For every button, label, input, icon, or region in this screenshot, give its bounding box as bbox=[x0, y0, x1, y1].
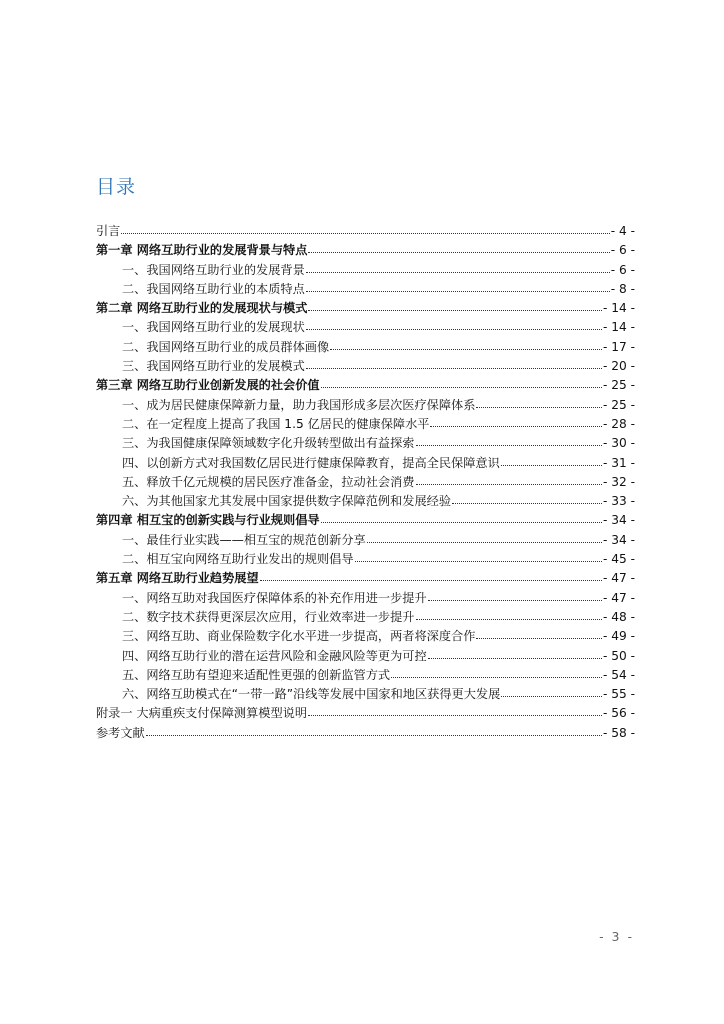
toc-entry-page: - 28 - bbox=[602, 416, 635, 431]
toc-section-entry[interactable] bbox=[96, 396, 635, 415]
toc-entry-page: - 25 - bbox=[602, 378, 635, 393]
toc-entry-page: - 32 - bbox=[602, 474, 635, 489]
toc-section-entry[interactable] bbox=[96, 589, 635, 608]
toc-entry-label: 第二章 网络互助行业的发展现状与模式 bbox=[96, 301, 308, 316]
dot-leader bbox=[428, 646, 602, 659]
toc-entry-label: 三、网络互助、商业保险数字化水平进一步提高，两者将深度合作 bbox=[122, 629, 476, 644]
toc-section-entry[interactable] bbox=[96, 608, 635, 627]
toc-section-entry[interactable] bbox=[96, 318, 635, 337]
dot-leader bbox=[355, 549, 602, 562]
toc-entry-page: - 45 - bbox=[602, 552, 635, 567]
toc-entry-label: 三、我国网络互助行业的发展模式 bbox=[122, 359, 305, 374]
toc-entry-page: - 49 - bbox=[602, 629, 635, 644]
toc-section-entry[interactable] bbox=[96, 647, 635, 666]
dot-leader bbox=[416, 472, 602, 485]
dot-leader bbox=[308, 240, 609, 253]
dot-leader bbox=[476, 626, 602, 639]
toc-entry-label: 六、网络互助模式在“一带一路”沿线等发展中国家和地区获得更大发展 bbox=[122, 687, 501, 702]
toc-section-entry[interactable] bbox=[96, 261, 635, 280]
toc-entry-label: 一、网络互助对我国医疗保障体系的补充作用进一步提升 bbox=[122, 590, 427, 605]
toc-entry[interactable] bbox=[96, 724, 635, 743]
toc-entry-label: 第三章 网络互助行业创新发展的社会价值 bbox=[96, 378, 320, 393]
toc-section-entry[interactable] bbox=[96, 685, 635, 704]
toc-entry-label: 一、最佳行业实践——相互宝的规范创新分享 bbox=[122, 532, 366, 547]
toc-entry-page: - 31 - bbox=[602, 455, 635, 470]
toc-entry-label: 一、我国网络互助行业的发展现状 bbox=[122, 320, 305, 335]
toc-entry-page: - 58 - bbox=[602, 725, 635, 740]
dot-leader bbox=[308, 703, 602, 716]
toc-section-entry[interactable] bbox=[96, 531, 635, 550]
toc-entry-page: - 4 - bbox=[610, 224, 635, 238]
dot-leader bbox=[391, 665, 602, 678]
toc-title: 目录 bbox=[96, 176, 137, 198]
toc-entry-label: 二、我国网络互助行业的成员群体画像 bbox=[122, 339, 330, 354]
dot-leader bbox=[321, 510, 602, 523]
toc-section-entry[interactable] bbox=[96, 627, 635, 646]
toc-chapter-entry[interactable] bbox=[96, 241, 635, 260]
toc-entry-page: - 34 - bbox=[602, 513, 635, 528]
toc-entry-page: - 50 - bbox=[602, 648, 635, 663]
toc-chapter-entry[interactable] bbox=[96, 299, 635, 318]
dot-leader bbox=[416, 607, 602, 620]
toc-entry-label: 参考文献 bbox=[96, 725, 145, 740]
toc-entry-label: 第四章 相互宝的创新实践与行业规则倡导 bbox=[96, 513, 320, 528]
page-number: - 3 - bbox=[599, 929, 634, 944]
toc-entry-page: - 47 - bbox=[602, 590, 635, 605]
toc-entry-page: - 54 - bbox=[602, 667, 635, 682]
toc-section-entry[interactable] bbox=[96, 338, 635, 357]
toc-entry-label: 引言 bbox=[96, 224, 121, 238]
toc-entry-page: - 30 - bbox=[602, 436, 635, 451]
toc-entry-page: - 55 - bbox=[602, 687, 635, 702]
dot-leader bbox=[321, 375, 602, 388]
dot-leader bbox=[330, 337, 602, 350]
toc-entry-label: 二、我国网络互助行业的本质特点 bbox=[122, 281, 305, 296]
toc-entry-page: - 47 - bbox=[602, 571, 635, 586]
toc-section-entry[interactable] bbox=[96, 415, 635, 434]
toc-entry-page: - 6 - bbox=[610, 243, 635, 258]
toc-entry-label: 一、我国网络互助行业的发展背景 bbox=[122, 262, 305, 277]
toc-entry-page: - 48 - bbox=[602, 609, 635, 624]
toc-section-entry[interactable] bbox=[96, 434, 635, 453]
toc-entry-label: 附录一 大病重疾支付保障测算模型说明 bbox=[96, 706, 308, 721]
toc-entry-label: 四、以创新方式对我国数亿居民进行健康保障教育，提高全民保障意识 bbox=[122, 455, 500, 470]
dot-leader bbox=[146, 723, 602, 736]
dot-leader bbox=[501, 684, 602, 697]
toc-entry-label: 第五章 网络互助行业趋势展望 bbox=[96, 571, 259, 586]
dot-leader bbox=[306, 260, 610, 273]
toc-entry-label: 第一章 网络互助行业的发展背景与特点 bbox=[96, 243, 308, 258]
toc-entry-label: 一、成为居民健康保障新力量，助力我国形成多层次医疗保障体系 bbox=[122, 397, 476, 412]
toc-entry-page: - 34 - bbox=[602, 532, 635, 547]
toc-chapter-entry[interactable] bbox=[96, 569, 635, 588]
toc-entry[interactable] bbox=[96, 704, 635, 723]
toc-entry-page: - 20 - bbox=[602, 359, 635, 374]
toc-entry-label: 四、网络互助行业的潜在运营风险和金融风险等更为可控 bbox=[122, 648, 427, 663]
toc-entry-label: 三、为我国健康保障领域数字化升级转型做出有益探索 bbox=[122, 436, 415, 451]
toc-chapter-entry[interactable] bbox=[96, 511, 635, 530]
dot-leader bbox=[416, 433, 602, 446]
dot-leader bbox=[501, 453, 602, 466]
dot-leader bbox=[308, 298, 602, 311]
dot-leader bbox=[306, 279, 610, 292]
dot-leader bbox=[452, 491, 602, 504]
toc-entry[interactable] bbox=[96, 222, 635, 241]
dot-leader bbox=[121, 221, 609, 234]
toc-entry-label: 二、相互宝向网络互助行业发出的规则倡导 bbox=[122, 552, 354, 567]
toc-section-entry[interactable] bbox=[96, 357, 635, 376]
toc-section-entry[interactable] bbox=[96, 550, 635, 569]
toc-section-entry[interactable] bbox=[96, 473, 635, 492]
dot-leader bbox=[367, 530, 602, 543]
dot-leader bbox=[306, 317, 602, 330]
toc-section-entry[interactable] bbox=[96, 666, 635, 685]
toc-entry-page: - 6 - bbox=[610, 262, 635, 277]
toc-entry-page: - 8 - bbox=[610, 281, 635, 296]
toc-entry-label: 五、网络互助有望迎来适配性更强的创新监管方式 bbox=[122, 667, 391, 682]
dot-leader bbox=[306, 356, 602, 369]
toc-section-entry[interactable] bbox=[96, 280, 635, 299]
toc-entry-page: - 14 - bbox=[602, 320, 635, 335]
toc-entry-page: - 14 - bbox=[602, 301, 635, 316]
dot-leader bbox=[476, 395, 602, 408]
toc-entry-label: 二、数字技术获得更深层次应用，行业效率进一步提升 bbox=[122, 609, 415, 624]
toc-entry-label: 六、为其他国家尤其发展中国家提供数字保障范例和发展经验 bbox=[122, 494, 452, 509]
toc-entry-page: - 56 - bbox=[602, 706, 635, 721]
toc-chapter-entry[interactable] bbox=[96, 376, 635, 395]
toc-entry-page: - 17 - bbox=[602, 339, 635, 354]
toc-entry-label: 五、释放千亿元规模的居民医疗准备金，拉动社会消费 bbox=[122, 474, 415, 489]
toc-entry-page: - 25 - bbox=[602, 397, 635, 412]
table-of-contents bbox=[96, 222, 635, 743]
dot-leader bbox=[260, 568, 602, 581]
dot-leader bbox=[430, 414, 601, 427]
toc-entry-page: - 33 - bbox=[602, 494, 635, 509]
dot-leader bbox=[428, 588, 602, 601]
toc-entry-label: 二、在一定程度上提高了我国 1.5 亿居民的健康保障水平 bbox=[122, 416, 430, 431]
toc-section-entry[interactable] bbox=[96, 492, 635, 511]
toc-section-entry[interactable] bbox=[96, 454, 635, 473]
